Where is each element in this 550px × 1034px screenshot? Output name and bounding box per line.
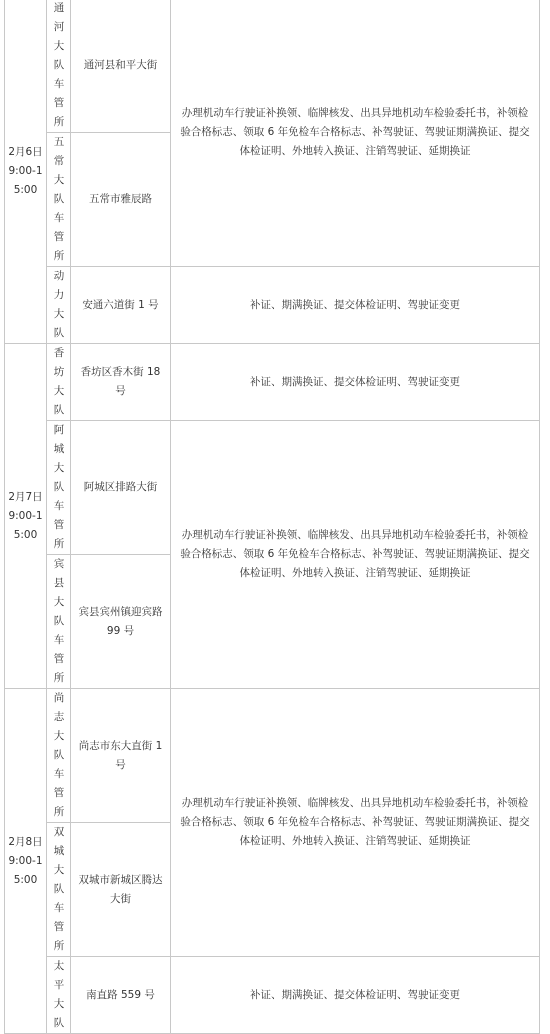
business-scope-cell [171, 957, 540, 1034]
team-text: 双城大队车管所 [53, 826, 65, 952]
address-text: 宾县宾州镇迎宾路 99 号 [78, 605, 163, 637]
team-text: 通河大队车管所 [53, 2, 65, 128]
team-name [47, 133, 71, 267]
team-name [47, 421, 71, 555]
team-name [47, 689, 71, 823]
business-text: 补证、期满换证、提交体检证明、驾驶证变更 [250, 375, 460, 388]
address-cell [71, 267, 171, 344]
team-text: 太平大队 [53, 960, 65, 1029]
business-text: 办理机动车行驶证补换领、临牌核发、出具异地机动车检验委托书，补领检验合格标志、领取 6 年免检车合格标志、补驾驶证、驾驶证期满换证、提交体检证明、外地转入换证、注销驾驶证、延期换证 [180, 529, 530, 579]
date-text: 2月7日9:00-15:00 [8, 490, 43, 541]
business-scope-cell [171, 267, 540, 344]
team-name [47, 957, 71, 1034]
business-text: 补证、期满换证、提交体检证明、驾驶证变更 [250, 988, 460, 1001]
schedule-date [5, 344, 47, 689]
address-text: 安通六道街 1 号 [82, 298, 159, 311]
business-scope-cell [171, 344, 540, 421]
team-text: 五常大队车管所 [53, 136, 65, 262]
business-text: 办理机动车行驶证补换领、临牌核发、出具异地机动车检验委托书，补领检验合格标志、领取 6 年免检车合格标志、补驾驶证、驾驶证期满换证、提交体检证明、外地转入换证、注销驾驶证、延期换证 [180, 797, 530, 847]
schedule-date [5, 0, 47, 344]
address-text: 南直路 559 号 [86, 988, 155, 1001]
address-cell [71, 823, 171, 957]
address-cell [71, 421, 171, 555]
address-text: 通河县和平大街 [83, 59, 158, 71]
address-cell [71, 0, 171, 133]
address-text: 双城市新城区腾达大街 [78, 873, 163, 905]
team-text: 阿城大队车管所 [53, 424, 65, 550]
business-scope-cell [171, 421, 540, 689]
address-cell [71, 555, 171, 689]
team-name [47, 344, 71, 421]
team-name [47, 823, 71, 957]
business-text: 补证、期满换证、提交体检证明、驾驶证变更 [250, 298, 460, 311]
date-text: 2月8日9:00-15:00 [8, 835, 43, 886]
team-text: 尚志大队车管所 [53, 692, 65, 818]
team-name [47, 555, 71, 689]
team-name [47, 267, 71, 344]
schedule-date [5, 689, 47, 1034]
service-schedule-table [4, 0, 540, 1034]
address-text: 香坊区香木街 18 号 [80, 366, 161, 397]
address-cell [71, 344, 171, 421]
business-scope-cell [171, 0, 540, 267]
address-cell [71, 133, 171, 267]
address-text: 五常市雅辰路 [89, 193, 152, 205]
address-text: 尚志市东大直街 1 号 [78, 739, 163, 771]
date-text: 2月6日9:00-15:00 [8, 145, 43, 196]
business-scope-cell [171, 689, 540, 957]
team-text: 动力大队 [53, 270, 65, 339]
team-text: 香坊大队 [53, 347, 65, 416]
address-cell [71, 689, 171, 823]
team-text: 宾县大队车管所 [53, 558, 65, 684]
team-name [47, 0, 71, 133]
business-text: 办理机动车行驶证补换领、临牌核发、出具异地机动车检验委托书，补领检验合格标志、领取 6 年免检车合格标志、补驾驶证、驾驶证期满换证、提交体检证明、外地转入换证、注销驾驶证、延期换证 [180, 107, 530, 157]
address-text: 阿城区排路大街 [83, 481, 158, 493]
address-cell [71, 957, 171, 1034]
